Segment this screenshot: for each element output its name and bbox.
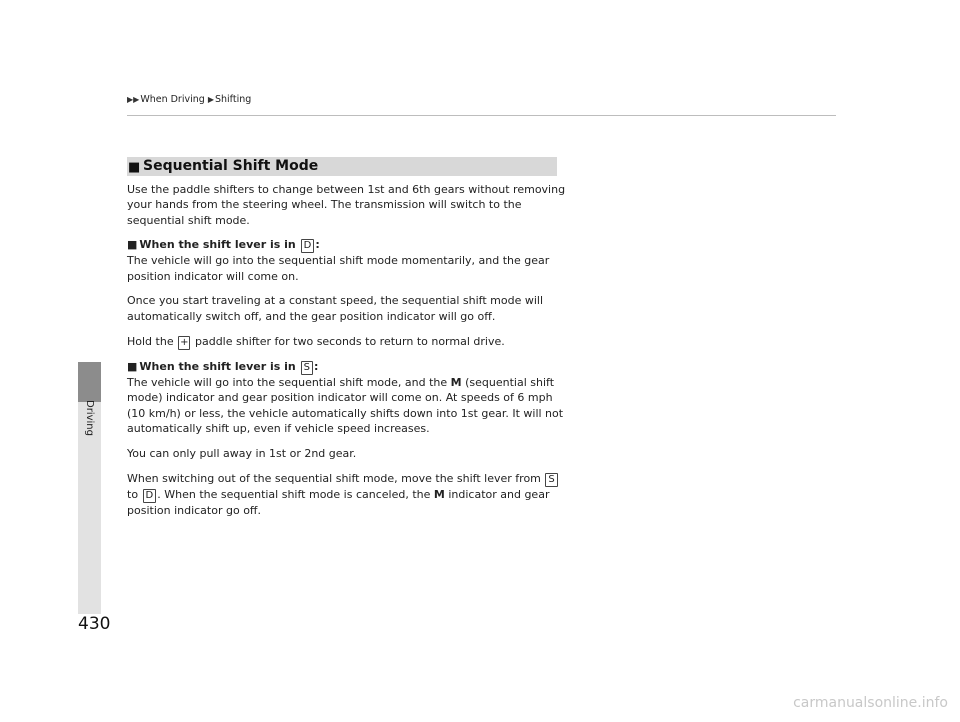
m-indicator-label: M: [433, 487, 445, 501]
s-paragraph-1: The vehicle will go into the sequential shift mode, and the M (sequential shift mode) indicator and gear position indicator will come on. At speeds of 6 mph (10 km/h) or less, the vehicle automatically shifts down into 1st gear. It will not automatically shift up, even if vehicle speed increases.: [127, 376, 564, 435]
body-text: [127, 182, 567, 527]
breadcrumb-level2: Shifting: [214, 94, 252, 105]
page-number: 430: [78, 614, 111, 634]
breadcrumb-arrow-icon: ▶▶: [127, 95, 140, 104]
square-bullet-icon: ■: [127, 238, 138, 252]
watermark-link[interactable]: carmanualsonline.info: [793, 695, 948, 711]
key-s-icon: S: [301, 361, 313, 375]
sidebar-tab-marker: [78, 362, 101, 402]
square-bullet-icon: ■: [127, 360, 138, 374]
intro-paragraph: Use the paddle shifters to change between 1st and 6th gears without removing your hands from the steering wheel. The transmission will switch to the sequential shift mode.: [127, 183, 566, 227]
sidebar-label: Driving: [84, 400, 95, 436]
section-title: Sequential Shift Mode: [143, 158, 319, 174]
m-indicator-label: M: [450, 376, 462, 390]
square-bullet-icon: ■: [128, 160, 141, 175]
key-s-icon: S: [545, 473, 557, 487]
section-heading: [127, 157, 557, 176]
d-paragraph-1: The vehicle will go into the sequential shift mode momentarily, and the gear position indicator will come on.: [127, 254, 550, 283]
s-paragraph-3: When switching out of the sequential shift mode, move the shift lever from S to D . When the sequential shift mode is canceled, the M indicator and gear position indicator go off.: [127, 471, 567, 518]
breadcrumb: [127, 94, 251, 105]
breadcrumb-arrow-icon: ▶: [207, 95, 214, 104]
d-paragraph-2: Once you start traveling at a constant speed, the sequential shift mode will automatically switch off, and the gear position indicator will go off.: [127, 294, 544, 323]
key-d-icon: D: [301, 239, 315, 253]
header-rule: [127, 115, 836, 116]
key-d-icon: D: [143, 489, 157, 503]
breadcrumb-level1: When Driving: [140, 94, 205, 105]
d-paragraph-3: Hold the + paddle shifter for two seconds to return to normal drive.: [127, 334, 505, 348]
subheading-d: ■ When the shift lever is in D :: [127, 238, 320, 252]
subheading-s: ■ When the shift lever is in S :: [127, 360, 319, 374]
s-paragraph-2: You can only pull away in 1st or 2nd gear.: [127, 446, 357, 460]
key-plus-icon: +: [180, 336, 189, 348]
